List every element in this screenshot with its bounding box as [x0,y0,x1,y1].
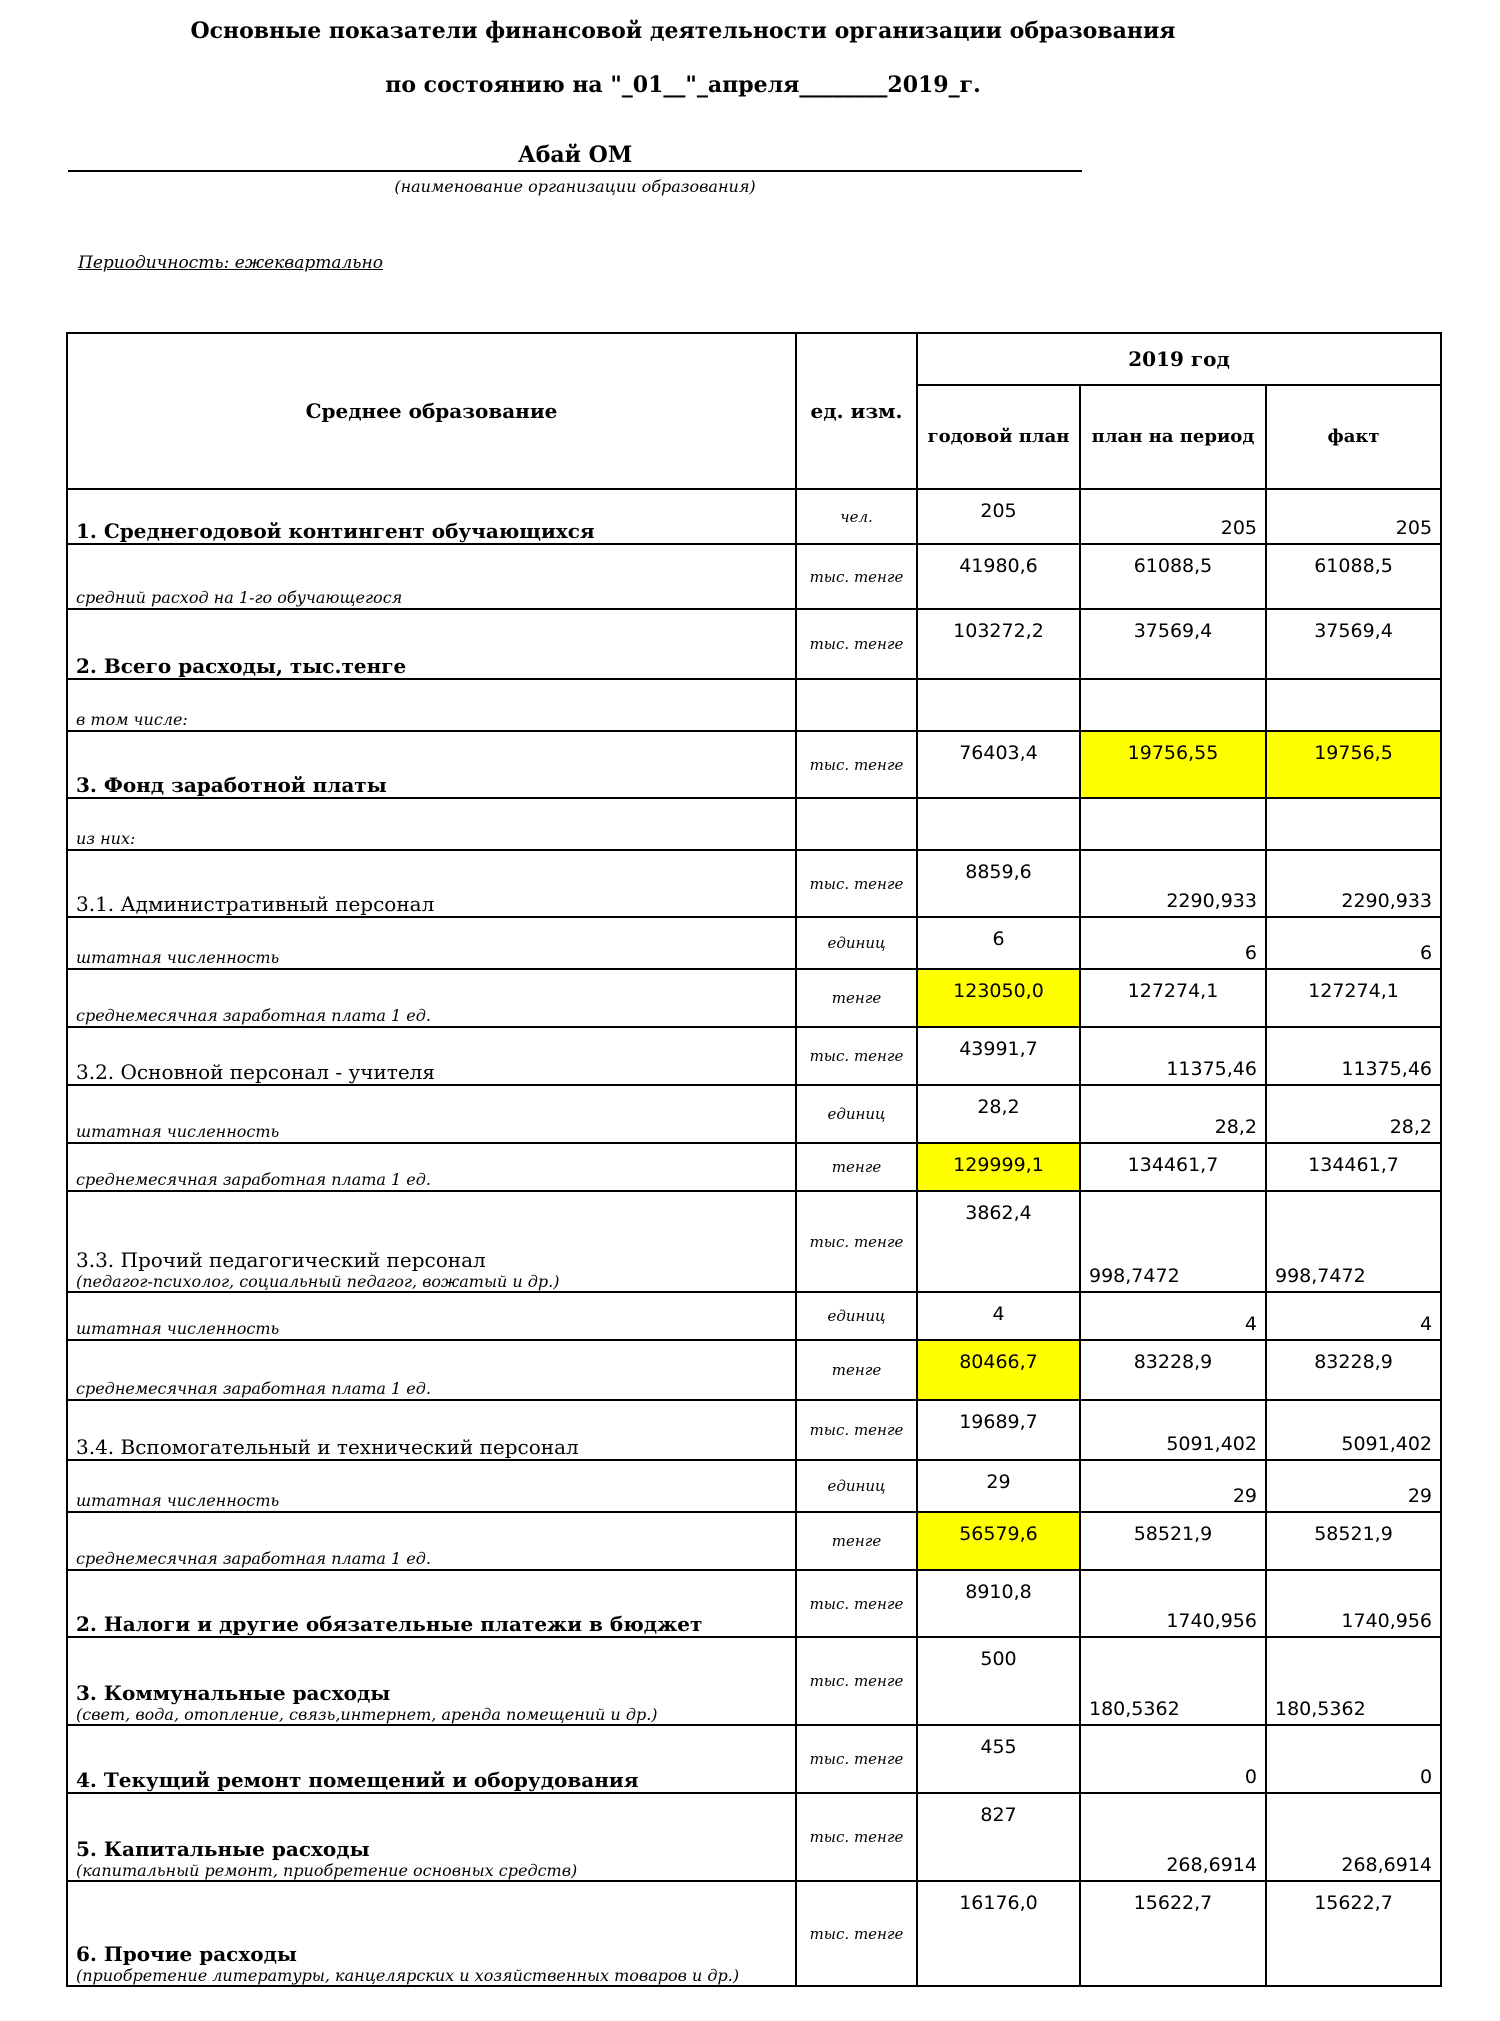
table-row [67,1292,1441,1340]
row-period-value: 127274,1 [1080,969,1266,1027]
header-unit: ед. изм. [796,333,917,489]
row-fact-value: 205 [1266,489,1441,544]
row-unit: тыс. тенге [796,1027,917,1085]
row-name [67,1292,796,1340]
row-name-text: штатная численность [76,1122,280,1141]
organization-name: Абай ОМ [68,142,1082,172]
row-period-value: 1740,956 [1080,1570,1266,1637]
row-unit: тыс. тенге [796,1191,917,1292]
row-period-value: 2290,933 [1080,850,1266,917]
row-unit: тыс. тенге [796,1400,917,1460]
row-unit: тыс. тенге [796,1725,917,1793]
row-period-value [1080,798,1266,850]
row-name-text: из них: [76,829,136,848]
row-name-text: штатная численность [76,1491,280,1510]
row-fact-value: 998,7472 [1266,1191,1441,1292]
row-name [67,679,796,731]
report-date-line: по состоянию на "_01__"_апреля________2019_г. [385,72,981,98]
row-name [67,489,796,544]
row-unit: единиц [796,1085,917,1143]
row-period-value: 6 [1080,917,1266,969]
row-unit: единиц [796,917,917,969]
row-fact-value [1266,798,1441,850]
row-fact-value: 15622,7 [1266,1881,1441,1986]
row-annual-value: 80466,7 [917,1340,1080,1400]
table-row [67,731,1441,798]
row-name [67,850,796,917]
row-fact-value: 11375,46 [1266,1027,1441,1085]
row-name [67,1637,796,1725]
row-unit: тыс. тенге [796,1881,917,1986]
row-unit: тенге [796,969,917,1027]
header-period-plan: план на период [1080,385,1266,489]
row-unit: тенге [796,1143,917,1191]
row-name-text: 3.4. Вспомогательный и технический персонал [76,1435,579,1459]
row-name [67,544,796,609]
header-fact: факт [1266,385,1441,489]
header-annual-plan: годовой план [917,385,1080,489]
table-row [67,1570,1441,1637]
table-row [67,1460,1441,1512]
row-period-value: 0 [1080,1725,1266,1793]
table-row [67,1191,1441,1292]
row-name [67,1143,796,1191]
row-name [67,1793,796,1881]
row-annual-value: 41980,6 [917,544,1080,609]
row-annual-value: 29 [917,1460,1080,1512]
row-name [67,917,796,969]
row-annual-value: 129999,1 [917,1143,1080,1191]
row-period-value: 83228,9 [1080,1340,1266,1400]
row-annual-value: 76403,4 [917,731,1080,798]
row-name-text: 5. Капитальные расходы [76,1837,370,1861]
row-annual-value: 4 [917,1292,1080,1340]
row-name-text: среднемесячная заработная плата 1 ед. [76,1170,431,1189]
row-fact-value [1266,679,1441,731]
row-fact-value: 58521,9 [1266,1512,1441,1570]
row-fact-value: 28,2 [1266,1085,1441,1143]
row-annual-value: 103272,2 [917,609,1080,679]
table-row [67,1340,1441,1400]
row-unit: тыс. тенге [796,850,917,917]
row-fact-value: 6 [1266,917,1441,969]
row-unit [796,798,917,850]
row-period-value: 205 [1080,489,1266,544]
row-annual-value: 123050,0 [917,969,1080,1027]
row-period-value: 134461,7 [1080,1143,1266,1191]
row-name-text: среднемесячная заработная плата 1 ед. [76,1549,431,1568]
row-annual-value: 19689,7 [917,1400,1080,1460]
table-row [67,1027,1441,1085]
table-row [67,1725,1441,1793]
row-name-text: среднемесячная заработная плата 1 ед. [76,1006,431,1025]
row-period-value [1080,679,1266,731]
row-annual-value: 500 [917,1637,1080,1725]
row-name [67,1085,796,1143]
row-annual-value: 827 [917,1793,1080,1881]
row-fact-value: 134461,7 [1266,1143,1441,1191]
row-fact-value: 2290,933 [1266,850,1441,917]
table-row [67,917,1441,969]
row-annual-value: 6 [917,917,1080,969]
table-row [67,798,1441,850]
row-fact-value: 83228,9 [1266,1340,1441,1400]
row-name-text: в том числе: [76,710,188,729]
row-period-value: 37569,4 [1080,609,1266,679]
row-unit: единиц [796,1460,917,1512]
row-unit: тыс. тенге [796,609,917,679]
row-name-text: средний расход на 1-го обучающегося [76,588,403,607]
row-name [67,1191,796,1292]
row-period-value: 998,7472 [1080,1191,1266,1292]
row-note: (капитальный ремонт, приобретение основных средств) [76,1861,578,1880]
row-unit: тыс. тенге [796,731,917,798]
row-fact-value: 19756,5 [1266,731,1441,798]
table-row [67,544,1441,609]
row-annual-value: 3862,4 [917,1191,1080,1292]
row-name-text: 1. Среднегодовой контингент обучающихся [76,519,595,543]
row-name-text: среднемесячная заработная плата 1 ед. [76,1379,431,1398]
row-name-text: 3.2. Основной персонал - учителя [76,1060,435,1084]
report-title: Основные показатели финансовой деятельности организации образования [190,18,1176,44]
row-name-text: 3.1. Административный персонал [76,892,435,916]
row-name [67,1512,796,1570]
row-annual-value: 205 [917,489,1080,544]
row-unit: тенге [796,1340,917,1400]
row-unit: тыс. тенге [796,1793,917,1881]
row-period-value: 15622,7 [1080,1881,1266,1986]
organization-name-caption: (наименование организации образования) [394,177,756,196]
row-name-text: 2. Налоги и другие обязательные платежи в бюджет [76,1612,703,1636]
row-name [67,1340,796,1400]
row-fact-value: 5091,402 [1266,1400,1441,1460]
row-name [67,1570,796,1637]
table-row [67,1512,1441,1570]
row-name-text: 3.3. Прочий педагогический персонал [76,1248,486,1272]
row-period-value: 268,6914 [1080,1793,1266,1881]
table-row [67,1637,1441,1725]
row-name [67,1400,796,1460]
row-period-value: 58521,9 [1080,1512,1266,1570]
row-period-value: 19756,55 [1080,731,1266,798]
row-fact-value: 4 [1266,1292,1441,1340]
header-section: Среднее образование [67,333,796,489]
row-name [67,1725,796,1793]
row-name [67,969,796,1027]
row-fact-value: 29 [1266,1460,1441,1512]
row-fact-value: 1740,956 [1266,1570,1441,1637]
financial-indicators-table [66,332,1442,1987]
row-name-text: 4. Текущий ремонт помещений и оборудования [76,1768,639,1792]
row-period-value: 11375,46 [1080,1027,1266,1085]
periodicity-label: Периодичность: ежеквартально [78,253,383,273]
row-name-text: 3. Коммунальные расходы [76,1681,391,1705]
row-name [67,731,796,798]
row-fact-value: 0 [1266,1725,1441,1793]
row-unit: тыс. тенге [796,1637,917,1725]
row-period-value: 180,5362 [1080,1637,1266,1725]
row-period-value: 4 [1080,1292,1266,1340]
table-row [67,1400,1441,1460]
row-name [67,798,796,850]
row-unit: тенге [796,1512,917,1570]
table-row [67,850,1441,917]
row-annual-value: 8910,8 [917,1570,1080,1637]
row-name [67,609,796,679]
row-annual-value [917,679,1080,731]
row-fact-value: 127274,1 [1266,969,1441,1027]
row-unit [796,679,917,731]
row-annual-value: 28,2 [917,1085,1080,1143]
row-annual-value: 43991,7 [917,1027,1080,1085]
row-fact-value: 180,5362 [1266,1637,1441,1725]
row-name [67,1460,796,1512]
row-unit: тыс. тенге [796,1570,917,1637]
table-row [67,1793,1441,1881]
row-period-value: 28,2 [1080,1085,1266,1143]
row-annual-value [917,798,1080,850]
row-period-value: 29 [1080,1460,1266,1512]
table-row [67,489,1441,544]
row-fact-value: 37569,4 [1266,609,1441,679]
row-name-text: штатная численность [76,1319,280,1338]
table-row [67,609,1441,679]
row-name-text: штатная численность [76,948,280,967]
table-row [67,1085,1441,1143]
table-row [67,1881,1441,1986]
row-name-text: 2. Всего расходы, тыс.тенге [76,654,407,678]
row-annual-value: 8859,6 [917,850,1080,917]
row-annual-value: 56579,6 [917,1512,1080,1570]
row-name-text: 6. Прочие расходы [76,1942,297,1966]
row-fact-value: 268,6914 [1266,1793,1441,1881]
row-annual-value: 16176,0 [917,1881,1080,1986]
table-row [67,1143,1441,1191]
row-unit: чел. [796,489,917,544]
row-note: (педагог-психолог, социальный педагог, вожатый и др.) [76,1272,560,1291]
row-unit: тыс. тенге [796,544,917,609]
row-note: (свет, вода, отопление, связь,интернет, аренда помещений и др.) [76,1705,658,1724]
row-period-value: 5091,402 [1080,1400,1266,1460]
row-unit: единиц [796,1292,917,1340]
row-name [67,1881,796,1986]
row-name [67,1027,796,1085]
row-note: (приобретение литературы, канцелярских и хозяйственных товаров и др.) [76,1966,740,1985]
row-annual-value: 455 [917,1725,1080,1793]
row-name-text: 3. Фонд заработной платы [76,773,387,797]
header-year: 2019 год [917,333,1441,385]
table-row [67,679,1441,731]
row-fact-value: 61088,5 [1266,544,1441,609]
row-period-value: 61088,5 [1080,544,1266,609]
table-row [67,969,1441,1027]
